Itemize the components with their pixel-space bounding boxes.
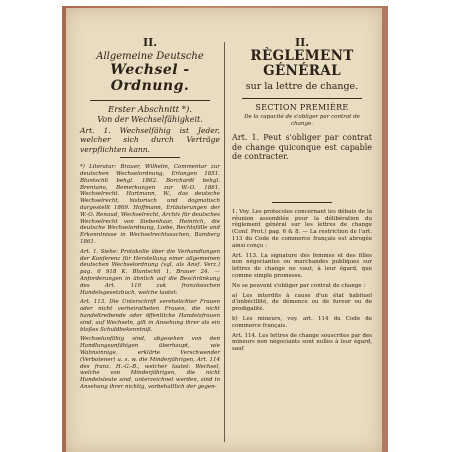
german-article-rule	[120, 157, 180, 158]
german-note-1: *) Literatur: Brauer, Wilhelm, Commentar zur deutschen Wechselordnung, Erlangen 1851. Bluntschli behgl. 1862. Borchardt behgl. Brentano, Bemerkungen zur W.-O. 1861. Wechselrecht. Hartmann, W., das deutsche Wechselrecht, historisch und dogmatisch dargestellt 1869. Hoffmann, Erläuterungen der W.-O. Renaud, Wechselrecht, Archiv für deutsches Wechselrecht von Siebenhaar, Heinrich, die deutsche Wechselordnung, Liebe, Rechtsfälle und Erkenntnisse in Wechselrechtssachen, Bamberg 1861.	[80, 164, 220, 245]
french-title-small: sur la lettre de change.	[245, 81, 359, 92]
french-note-3: Ne se peuvent s'obliger par contrat de change :	[232, 282, 366, 289]
german-title-small: Allgemeine Deutsche	[96, 51, 204, 62]
german-article-1: Art. 1. Wechselfähig ist Jeder, welcher sich durch Verträge verpflichten kann.	[80, 126, 220, 154]
french-title-large: RÈGLEMENT GÉNÉRAL	[250, 48, 354, 79]
german-subheading: Von der Wechselfähigkeit.	[97, 115, 203, 124]
german-note-3: Art. 113. Die Unterschrift verehelichter Frauen oder nicht verheiratheten Frauen, die nicht handeltreibende oder öffentliche Handelsfrauen sind, auf Wechseln, gilt in Ansehung ihrer als ein bloßes Schuldbekenntniß.	[80, 299, 220, 333]
french-note-4: a) Les interdits à cause d'un état habituel d'imbécillité, de démence ou de fureur ou de prodigalité.	[232, 292, 372, 313]
german-title-rule	[90, 100, 210, 101]
german-section-number: II.	[142, 36, 158, 49]
german-note-2: Art. 1. Siehe: Protokolle über die Verhandlungen der Konferenz für Herstellung einer allgemeinen deutschen Wechselordnung (vgl. als Ansf. Verz.) pag. 6 918 K. Bluntschli 1, Brauer 24. — Anforderungen in ähnlich auf die Beschränkung des Art. 110 zuk französischen Handelsgesetzbuch, welche lautet:	[80, 248, 220, 296]
column-divider	[224, 42, 225, 442]
french-subheading: De la capacité de s'obliger par contrat de change.	[244, 114, 360, 127]
german-column	[80, 36, 220, 391]
french-article-1: Art. 1. Peut s'obliger par contrat de change quiconque est capable de contracter.	[232, 133, 372, 162]
french-title-rule	[242, 98, 362, 99]
french-note-1: 1. Voy. Les protocoles concernant les débats de la réunion assemblée pour la délibération du règlement général sur les lettres de change (Conf. Prot.) pag. 6 & 8. — La restriction de l'art. 113 du Code de commerce français est abrogée ainsi conçu :	[232, 208, 372, 249]
french-note-6: Art. 114. Les lettres de change souscrites par des mineurs non négociants sont nulles à leur égard, sauf	[232, 332, 372, 353]
french-article-rule	[272, 202, 332, 203]
french-section-number: II.	[294, 36, 310, 49]
german-note-4: Wechselunfähig sind, abgesehen von den Handlungsunfähigen überhaupt, wie Wahnsinnige, erklärte Verschwender (Verbotener) u. s. w. die Minderjährigen, Art. 114 des franz. H.-G.-B., welcher lautet: Wechsel, welche von Minderjährigen, die nicht Handelsleute sind, unterzeichnet werden, sind in Ansehung ihrer nichtig, vorbehaltlich der gegen-	[80, 336, 220, 390]
french-note-5: b) Les mineurs, voy. art. 114 du Code de commerce français.	[232, 315, 372, 329]
french-column	[232, 36, 372, 353]
book-page	[66, 8, 382, 452]
german-title-large: Wechsel - Ordnung.	[110, 62, 190, 94]
german-section-heading: Erster Abschnitt *).	[107, 105, 192, 115]
french-note-2: Art. 113. La signature des femmes et des filles non négociantes ou marchandes publiques sur lettres de change ne vaut, à leur égard, que comme simple promesse.	[232, 252, 372, 279]
french-section-heading: SECTION PREMIÈRE	[255, 103, 349, 112]
